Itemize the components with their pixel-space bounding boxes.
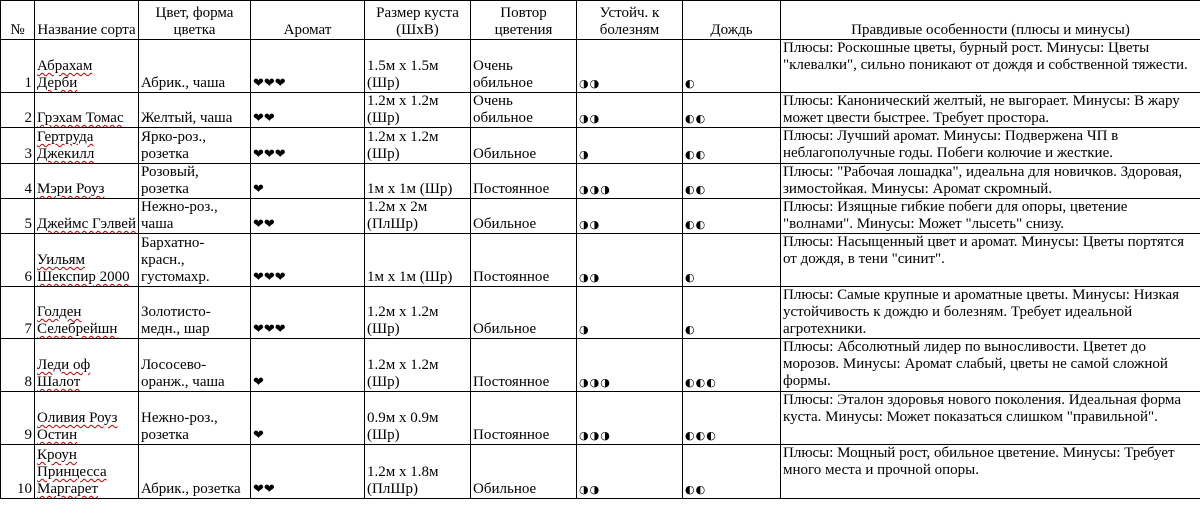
- header-features[interactable]: Правдивые особенности (плюсы и минусы): [781, 1, 1200, 40]
- flower-color-shape: Абрик., розетка: [141, 481, 241, 497]
- bush-size-cell[interactable]: [365, 199, 471, 234]
- row-number: 3: [24, 146, 32, 162]
- disease-resistance-cell[interactable]: [577, 234, 683, 287]
- features-text: Плюсы: Абсолютный лидер по выносливости. Цветет до морозов. Минусы: Аромат слабый, цветы не самой сложной формы.: [783, 339, 1168, 389]
- rain-resistance: ◐◐: [685, 218, 707, 231]
- row-number: 9: [24, 427, 32, 443]
- row-number-cell[interactable]: [1, 199, 35, 234]
- rain-resistance: ◐◐: [685, 112, 707, 125]
- features-text: Плюсы: Роскошные цветы, бурный рост. Минусы: Цветы "клевалки", сильно поникают от дождя и собственной тяжести.: [783, 40, 1188, 73]
- aroma-rating: ❤: [253, 375, 264, 390]
- aroma-rating: ❤❤❤: [253, 270, 286, 285]
- bush-size: 1.2м x 2м (ПлШр): [367, 199, 428, 232]
- disease-resistance: ◑: [579, 323, 590, 336]
- repeat-bloom-cell[interactable]: [471, 234, 577, 287]
- header-aroma[interactable]: Аромат: [251, 1, 365, 40]
- row-number-cell[interactable]: [1, 164, 35, 199]
- variety-name-cell[interactable]: [35, 199, 139, 234]
- table-row: [1, 128, 1200, 164]
- header-name[interactable]: Название сорта: [35, 1, 139, 40]
- variety-name: Грэхам Томас: [37, 110, 124, 126]
- repeat-bloom-cell[interactable]: [471, 128, 577, 164]
- repeat-bloom-cell[interactable]: [471, 40, 577, 93]
- rain-resistance: ◐◐◐: [685, 429, 717, 442]
- rain-resistance: ◐◐: [685, 148, 707, 161]
- flower-color-shape-cell[interactable]: [139, 199, 251, 234]
- features-text: Плюсы: Мощный рост, обильное цветение. Минусы: Требует много места и прочной опоры.: [783, 445, 1175, 478]
- disease-resistance: ◑◑: [579, 112, 601, 125]
- row-number-cell[interactable]: [1, 40, 35, 93]
- aroma-rating: ❤: [253, 182, 264, 197]
- flower-color-shape-cell[interactable]: [139, 164, 251, 199]
- table-row: [1, 287, 1200, 339]
- bush-size: 1.5м x 1.5м (Шр): [367, 58, 439, 91]
- aroma-rating: ❤❤: [253, 111, 275, 126]
- variety-name-cell[interactable]: [35, 445, 139, 499]
- aroma-rating: ❤❤: [253, 482, 275, 497]
- row-number: 6: [24, 269, 32, 285]
- aroma-rating-cell[interactable]: [251, 234, 365, 287]
- bush-size: 1.2м x 1.2м (Шр): [367, 304, 439, 337]
- repeat-bloom: Обильное: [473, 481, 537, 497]
- table-row: [1, 93, 1200, 128]
- repeat-bloom-cell[interactable]: [471, 445, 577, 499]
- features-text: Плюсы: Изящные гибкие побеги для опоры, цветение "волнами". Минусы: Может "лысеть" снизу.: [783, 199, 1128, 232]
- rain-resistance-cell[interactable]: [683, 40, 781, 93]
- disease-resistance-cell[interactable]: [577, 93, 683, 128]
- flower-color-shape-cell[interactable]: [139, 234, 251, 287]
- table-row: [1, 234, 1200, 287]
- table-row: [1, 40, 1200, 93]
- row-number: 7: [24, 321, 32, 337]
- variety-name-cell[interactable]: [35, 40, 139, 93]
- features-text-cell[interactable]: [781, 128, 1200, 164]
- aroma-rating: ❤❤❤: [253, 147, 286, 162]
- variety-name: Оливия Роуз Остин: [37, 410, 118, 443]
- repeat-bloom: Постоянное: [473, 374, 550, 390]
- disease-resistance: ◑◑: [579, 271, 601, 284]
- flower-color-shape-cell[interactable]: [139, 339, 251, 392]
- variety-name-cell[interactable]: [35, 287, 139, 339]
- disease-resistance: ◑◑◑: [579, 429, 611, 442]
- features-text-cell[interactable]: [781, 339, 1200, 392]
- disease-resistance-cell[interactable]: [577, 40, 683, 93]
- variety-name-cell[interactable]: [35, 93, 139, 128]
- variety-name-cell[interactable]: [35, 128, 139, 164]
- variety-name: Мэри Роуз: [37, 181, 105, 197]
- bush-size: 1.2м x 1.8м (ПлШр): [367, 464, 439, 497]
- bush-size-cell[interactable]: [365, 234, 471, 287]
- variety-name-cell[interactable]: [35, 339, 139, 392]
- features-text: Плюсы: Насыщенный цвет и аромат. Минусы: Цветы портятся от дождя, в тени "синит".: [783, 234, 1185, 267]
- rain-resistance-cell[interactable]: [683, 234, 781, 287]
- repeat-bloom: Обильное: [473, 321, 537, 337]
- disease-resistance: ◑◑: [579, 483, 601, 496]
- bush-size-cell[interactable]: [365, 339, 471, 392]
- repeat-bloom-cell[interactable]: [471, 287, 577, 339]
- flower-color-shape: Лососево-оранж., чаша: [141, 357, 225, 390]
- disease-resistance: ◑◑: [579, 218, 601, 231]
- rain-resistance-cell[interactable]: [683, 93, 781, 128]
- rain-resistance-cell[interactable]: [683, 287, 781, 339]
- disease-resistance-cell[interactable]: [577, 392, 683, 445]
- rain-resistance-cell[interactable]: [683, 445, 781, 499]
- header-size[interactable]: Размер куста (ШхВ): [365, 1, 471, 40]
- features-text: Плюсы: Канонический желтый, не выгорает. Минусы: В жару может цвести быстрее. Требует простора.: [783, 93, 1180, 126]
- rain-resistance-cell[interactable]: [683, 164, 781, 199]
- header-rain[interactable]: Дождь: [683, 1, 781, 40]
- table-row: [1, 199, 1200, 234]
- row-number: 4: [24, 181, 32, 197]
- header-resist[interactable]: Устойч. к болезням: [577, 1, 683, 40]
- row-number-cell[interactable]: [1, 445, 35, 499]
- flower-color-shape-cell[interactable]: [139, 128, 251, 164]
- rain-resistance-cell[interactable]: [683, 128, 781, 164]
- row-number: 1: [24, 75, 32, 91]
- aroma-rating: ❤: [253, 428, 264, 443]
- header-row: [1, 1, 1200, 40]
- bush-size-cell[interactable]: [365, 445, 471, 499]
- row-number-cell[interactable]: [1, 93, 35, 128]
- features-text-cell[interactable]: [781, 40, 1200, 93]
- aroma-rating: ❤❤: [253, 217, 275, 232]
- table-row: [1, 164, 1200, 199]
- disease-resistance-cell[interactable]: [577, 287, 683, 339]
- repeat-bloom: Постоянное: [473, 427, 550, 443]
- bush-size-cell[interactable]: [365, 128, 471, 164]
- repeat-bloom-cell[interactable]: [471, 339, 577, 392]
- aroma-rating-cell[interactable]: [251, 93, 365, 128]
- variety-name-cell[interactable]: [35, 392, 139, 445]
- header-repeat[interactable]: Повтор цветения: [471, 1, 577, 40]
- bush-size: 0.9м x 0.9м (Шр): [367, 410, 439, 443]
- bush-size: 1.2м x 1.2м (Шр): [367, 93, 439, 126]
- features-text: Плюсы: "Рабочая лошадка", идеальна для новичков. Здоровая, зимостойкая. Минусы: Аромат скромный.: [783, 164, 1183, 197]
- row-number: 5: [24, 216, 32, 232]
- row-number: 10: [17, 481, 32, 497]
- rain-resistance: ◐: [685, 271, 696, 284]
- disease-resistance-cell[interactable]: [577, 445, 683, 499]
- row-number-cell[interactable]: [1, 339, 35, 392]
- repeat-bloom: Постоянное: [473, 181, 550, 197]
- aroma-rating-cell[interactable]: [251, 392, 365, 445]
- variety-name: Уильям Шекспир 2000: [37, 252, 130, 285]
- flower-color-shape-cell[interactable]: [139, 445, 251, 499]
- aroma-rating-cell[interactable]: [251, 287, 365, 339]
- features-text: Плюсы: Эталон здоровья нового поколения. Идеальная форма куста. Минусы: Может показаться слишком "правильной".: [783, 392, 1182, 425]
- bush-size-cell[interactable]: [365, 164, 471, 199]
- row-number: 8: [24, 374, 32, 390]
- repeat-bloom: Очень обильное: [473, 58, 533, 91]
- row-number-cell[interactable]: [1, 128, 35, 164]
- flower-color-shape: Бархатно-красн., густомахр.: [141, 235, 210, 285]
- row-number: 2: [24, 110, 32, 126]
- repeat-bloom: Обильное: [473, 216, 537, 232]
- rain-resistance: ◐◐: [685, 483, 707, 496]
- rain-resistance-cell[interactable]: [683, 392, 781, 445]
- features-text-cell[interactable]: [781, 93, 1200, 128]
- header-num[interactable]: №: [1, 1, 35, 40]
- flower-color-shape: Розовый, розетка: [141, 164, 199, 197]
- variety-name-cell[interactable]: [35, 234, 139, 287]
- disease-resistance: ◑◑◑: [579, 183, 611, 196]
- bush-size-cell[interactable]: [365, 93, 471, 128]
- flower-color-shape: Желтый, чаша: [141, 110, 233, 126]
- variety-name: Абрахам Дерби: [37, 58, 93, 91]
- features-text-cell[interactable]: [781, 392, 1200, 445]
- disease-resistance-cell[interactable]: [577, 339, 683, 392]
- flower-color-shape: Нежно-роз., розетка: [141, 410, 218, 443]
- table-row: [1, 339, 1200, 392]
- disease-resistance-cell[interactable]: [577, 199, 683, 234]
- rain-resistance: ◐◐◐: [685, 376, 717, 389]
- disease-resistance: ◑◑◑: [579, 376, 611, 389]
- disease-resistance: ◑◑: [579, 77, 601, 90]
- variety-name: Кроун Принцесса Маргарет: [37, 447, 107, 497]
- bush-size: 1м x 1м (Шр): [367, 181, 453, 197]
- flower-color-shape-cell[interactable]: [139, 287, 251, 339]
- table-row: [1, 445, 1200, 499]
- variety-name-cell[interactable]: [35, 164, 139, 199]
- aroma-rating: ❤❤❤: [253, 76, 286, 91]
- row-number-cell[interactable]: [1, 287, 35, 339]
- disease-resistance-cell[interactable]: [577, 128, 683, 164]
- features-text-cell[interactable]: [781, 234, 1200, 287]
- rain-resistance: ◐◐: [685, 183, 707, 196]
- aroma-rating: ❤❤❤: [253, 322, 286, 337]
- flower-color-shape: Абрик., чаша: [141, 75, 226, 91]
- variety-name: Гертруда Джекилл: [37, 129, 95, 162]
- rain-resistance-cell[interactable]: [683, 339, 781, 392]
- repeat-bloom: Очень обильное: [473, 93, 533, 126]
- repeat-bloom-cell[interactable]: [471, 392, 577, 445]
- aroma-rating-cell[interactable]: [251, 445, 365, 499]
- repeat-bloom-cell[interactable]: [471, 199, 577, 234]
- flower-color-shape-cell[interactable]: [139, 40, 251, 93]
- variety-name: Леди оф Шалот: [37, 357, 91, 390]
- bush-size: 1.2м x 1.2м (Шр): [367, 357, 439, 390]
- aroma-rating-cell[interactable]: [251, 128, 365, 164]
- rain-resistance-cell[interactable]: [683, 199, 781, 234]
- rain-resistance: ◐: [685, 77, 696, 90]
- features-text-cell[interactable]: [781, 287, 1200, 339]
- bush-size-cell[interactable]: [365, 392, 471, 445]
- aroma-rating-cell[interactable]: [251, 164, 365, 199]
- flower-color-shape: Золотисто-медн., шар: [141, 304, 211, 337]
- flower-color-shape: Ярко-роз., розетка: [141, 129, 206, 162]
- features-text-cell[interactable]: [781, 199, 1200, 234]
- header-color[interactable]: Цвет, форма цветка: [139, 1, 251, 40]
- disease-resistance-cell[interactable]: [577, 164, 683, 199]
- variety-name: Джеймс Гэлвей: [37, 216, 136, 232]
- flower-color-shape: Нежно-роз., чаша: [141, 199, 218, 232]
- features-text-cell[interactable]: [781, 164, 1200, 199]
- table-body: [1, 40, 1200, 499]
- aroma-rating-cell[interactable]: [251, 339, 365, 392]
- bush-size-cell[interactable]: [365, 287, 471, 339]
- features-text-cell[interactable]: [781, 445, 1200, 499]
- disease-resistance: ◑: [579, 148, 590, 161]
- row-number-cell[interactable]: [1, 392, 35, 445]
- repeat-bloom: Постоянное: [473, 269, 550, 285]
- rain-resistance: ◐: [685, 323, 696, 336]
- bush-size: 1м x 1м (Шр): [367, 269, 453, 285]
- row-number-cell[interactable]: [1, 234, 35, 287]
- repeat-bloom: Обильное: [473, 146, 537, 162]
- bush-size: 1.2м x 1.2м (Шр): [367, 129, 439, 162]
- variety-name: Голден Селебрейшн: [37, 304, 118, 337]
- features-text: Плюсы: Лучший аромат. Минусы: Подвержена ЧП в неблагополучные годы. Побеги колючие и жесткие.: [783, 128, 1119, 161]
- bush-size-cell[interactable]: [365, 40, 471, 93]
- table-row: [1, 392, 1200, 445]
- repeat-bloom-cell[interactable]: [471, 164, 577, 199]
- flower-color-shape-cell[interactable]: [139, 392, 251, 445]
- aroma-rating-cell[interactable]: [251, 40, 365, 93]
- repeat-bloom-cell[interactable]: [471, 93, 577, 128]
- aroma-rating-cell[interactable]: [251, 199, 365, 234]
- flower-color-shape-cell[interactable]: [139, 93, 251, 128]
- features-text: Плюсы: Самые крупные и ароматные цветы. Минусы: Низкая устойчивость к дождю и болезням. Требует идеальной агротехники.: [783, 287, 1180, 337]
